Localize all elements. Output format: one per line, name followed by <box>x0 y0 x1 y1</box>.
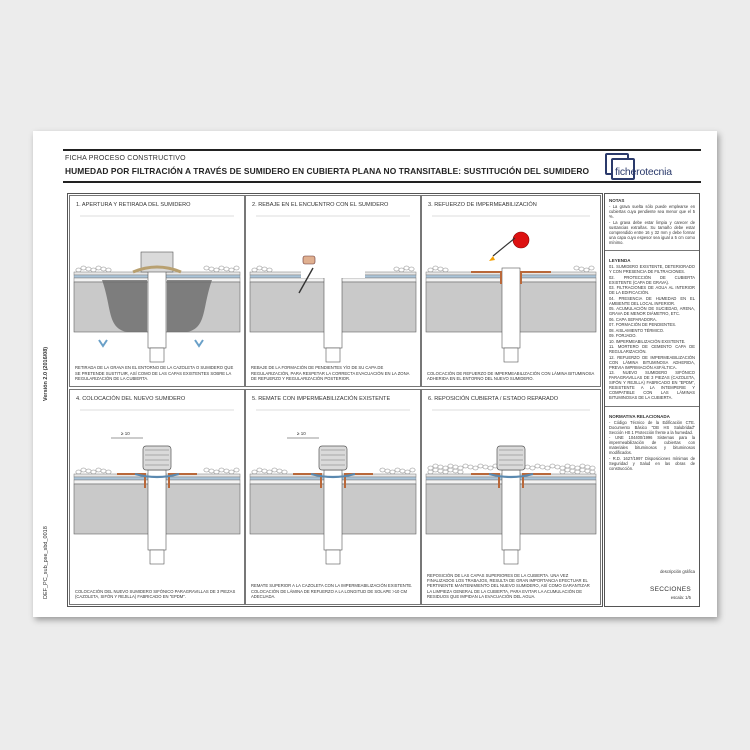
section-drawing <box>246 196 420 386</box>
legend-item: 12. REFUERZO DE IMPERMEABILIZACIÓN CON LÁMINA BITUMINOSA ADHERIDA, PREVIA IMPRIMACIÓN ASFÁLTICA. <box>609 354 695 370</box>
sheet-title: HUMEDAD POR FILTRACIÓN A TRAVÉS DE SUMIDERO EN CUBIERTA PLANA NO TRANSITABLE: SUSTITUCIÓN DEL SUMIDERO <box>65 166 590 176</box>
side-codes <box>41 281 55 601</box>
gravel-stone <box>409 267 414 271</box>
gravel-stone <box>463 464 468 468</box>
norms-section <box>605 410 699 474</box>
construction-sheet <box>33 131 717 617</box>
norm-item: - R.D. 1627/1997 Disposiciones mínimas de Seguridad y Salud en las obras de construcción. <box>609 455 695 471</box>
panel-6 <box>421 389 601 605</box>
gravel-stone <box>565 464 570 468</box>
gravel-stone <box>262 267 267 271</box>
pipe-socket <box>504 550 518 564</box>
gravel-stone <box>433 468 438 472</box>
pipe-socket <box>150 348 164 362</box>
gravel-stone <box>229 470 234 474</box>
legend-item: 02. PROTECCIÓN DE CUBIERTA EXISTENTE (CAPA DE GRAVA). <box>609 274 695 285</box>
gravel-stone <box>76 268 81 272</box>
water-drop-icon <box>195 340 203 346</box>
pipe-socket <box>504 348 518 362</box>
panel-2 <box>245 195 421 387</box>
gravel-stone <box>580 468 585 472</box>
section-drawing <box>246 390 420 604</box>
section-drawing <box>70 196 244 386</box>
legend-section <box>605 254 699 403</box>
gravel-stone <box>443 466 448 470</box>
gravel-stone <box>86 469 91 473</box>
gravel-stone <box>570 469 575 473</box>
legend-item: 08. AISLAMIENTO TÉRMICO. <box>609 327 665 333</box>
gravel-stone <box>96 266 101 270</box>
graphic-description-label: descripción gráfica <box>660 569 695 574</box>
gravel-stone <box>214 470 219 474</box>
gravel-stone <box>448 468 453 472</box>
gravel-stone <box>428 470 433 474</box>
panel-3 <box>421 195 601 387</box>
legend-item: 05. ACUMULACIÓN DE SUCIEDAD, ARENA, GRAVA DE MENOR DIÁMETRO, ETC. <box>609 306 695 316</box>
gravel-stone <box>76 470 81 474</box>
panel-description: REMATE SUPERIOR A LA CAZOLETA CON LA IMPERMEABILIZACIÓN EXISTENTE. COLOCACIÓN DE LÁMINA DE REFUERZO A LA LONGITUD DE SOLAPE >10 CM ADECUADA. <box>251 583 413 599</box>
panel-title: 5. REMATE CON IMPERMEABILIZACIÓN EXISTENTE <box>252 396 391 402</box>
gravel-stone <box>272 468 277 472</box>
gravel-stone <box>214 268 219 272</box>
legend-item: 13. NUEVO SUMIDERO SIFÓNICO PARAGRAVILLAS DE 3 PIEZAS (CAZOLETA, SIFÓN Y REJILLA) FABRICADO EN "EPDM", RESISTENTE A LA INTEMPERIE Y COMPATIBLE CON LAS LÁMINAS BITUMINOSAS DE LA CUBIERTA. <box>609 370 695 400</box>
gravel-stone <box>400 469 405 473</box>
gravel-stone <box>580 464 585 468</box>
gravel-stone <box>458 470 463 474</box>
new-drain-grille <box>143 446 171 470</box>
gravel-stone <box>535 464 540 468</box>
norm-item: - Código Técnico de la Edificación CTE. Documento Básico "DB HS Salubridad" Sección HS 1 Protección frente a la humedad. <box>609 419 695 435</box>
gravel-stone <box>390 470 395 474</box>
gravel-stone <box>570 465 575 469</box>
panel-5 <box>245 389 421 605</box>
drain-pipe <box>324 470 342 550</box>
pipe-socket <box>326 348 340 362</box>
gravel-stone <box>590 470 595 474</box>
version-label: Versión 2.0 (2016/08) <box>43 346 49 401</box>
notes-heading: NOTAS <box>609 198 625 203</box>
norms-heading: NORMATIVA RELACIONADA <box>609 413 670 419</box>
gravel-stone <box>282 470 287 474</box>
gravel-stone <box>574 266 579 270</box>
gravel-stone <box>101 267 106 271</box>
section-drawing <box>422 196 600 386</box>
panel-4 <box>69 389 245 605</box>
gravel-stone <box>234 266 239 270</box>
gravel-stone <box>394 267 399 271</box>
gravel-stone <box>585 465 590 469</box>
new-drain-grille <box>497 446 525 470</box>
gravel-stone <box>433 464 438 468</box>
blowtorch-icon <box>513 232 529 248</box>
gravel-stone <box>443 268 448 272</box>
gravel-stone <box>91 470 96 474</box>
gravel-stone <box>204 468 209 472</box>
notes-column <box>604 193 700 607</box>
gravel-stone <box>438 465 443 469</box>
gravel-stone <box>106 470 111 474</box>
gravel-stone <box>438 267 443 271</box>
gravel-stone <box>565 468 570 472</box>
gravel-stone <box>81 266 86 270</box>
gravel-stone <box>428 466 433 470</box>
scale-label: escala: 1/5 <box>670 595 691 600</box>
gravel-stone <box>404 266 409 270</box>
sections-label: SECCIONES <box>650 586 691 593</box>
drain-pipe <box>502 470 520 550</box>
new-drain-grille <box>319 446 347 470</box>
gravel-stone <box>438 469 443 473</box>
gravel-stone <box>257 266 262 270</box>
gravel-stone <box>219 266 224 270</box>
gravel-stone <box>267 268 272 272</box>
notes-section <box>605 194 699 247</box>
gravel-stone <box>458 466 463 470</box>
gravel-stone <box>488 466 493 470</box>
panel-description: COLOCACIÓN DE REFUERZO DE IMPERMEABILIZACIÓN CON LÁMINA BITUMINOSA ADHERIDA EN EL ENTORNO DEL NUEVO SUMIDERO. <box>427 370 595 381</box>
legend-item: 07. FORMACIÓN DE PENDIENTES. <box>609 322 677 327</box>
gravel-stone <box>589 266 594 270</box>
gravel-stone <box>468 465 473 469</box>
note-item: - La grava debe estar limpia y carecer de sustancias extrañas. Su tamaño debe estar comprendido entre 16 y 32 mm y debe formar una capa cuyo espesor sea igual a 5 cm como mínimo. <box>609 219 695 245</box>
gravel-stone <box>405 470 410 474</box>
ficherotecnia-logo <box>605 153 701 183</box>
gravel-stone <box>443 470 448 474</box>
gravel-stone <box>209 469 214 473</box>
gravel-stone <box>560 470 565 474</box>
panel-description: COLOCACIÓN DEL NUEVO SUMIDERO SIFÓNICO PARAGRAVILLAS DE 3 PIEZAS (CAZOLETA, SIFÓN Y REJILLA) FABRICADO EN "EPDM". <box>75 588 236 599</box>
gravel-stone <box>433 266 438 270</box>
panel-title: 2. REBAJE EN EL ENCUENTRO CON EL SUMIDERO <box>252 202 389 208</box>
gravel-stone <box>224 469 229 473</box>
gravel-stone <box>395 468 400 472</box>
sheet-kicker: FICHA PROCESO CONSTRUCTIVO <box>65 155 186 162</box>
gravel-stone <box>252 268 257 272</box>
gravel-stone <box>86 267 91 271</box>
panel-description: REPOSICIÓN DE LAS CAPAS SUPERIORES DE LA CUBIERTA. UNA VEZ FINALIZADOS LOS TRABAJOS, RESULTA DE GRAN IMPORTANCIA EFECTUAR EL PERTINENTE MANTENIMIENTO DEL NUEVO SUMIDERO, ASÍ COMO GARANTIZAR LA LIMPIEZA GENERAL DE LA CUBIERTA, PARA EVITAR LA ACUMULACIÓN DE RESIDUOS QUE IMPIDAN LA EVACUACIÓN DEL AGUA. <box>427 572 590 599</box>
gravel-stone <box>224 267 229 271</box>
gravel-stone <box>453 469 458 473</box>
gravel-stone <box>229 268 234 272</box>
gravel-stone <box>428 268 433 272</box>
legend-item: 03. FILTRACIONES DE AGUA AL INTERIOR DE LA EDIFICACIÓN. <box>609 285 695 295</box>
legend-item: 10. IMPERMEABILIZACIÓN EXISTENTE. <box>609 338 686 344</box>
dimension-label: ≥ 10 <box>121 431 130 436</box>
gravel-stone <box>540 465 545 469</box>
gravel-stone <box>579 267 584 271</box>
gravel-stone <box>101 469 106 473</box>
gravel-stone <box>590 466 595 470</box>
norm-item: - UNE 104400/1996 Sistemas para la impermeabilización de cubiertas con materiales bituminosos y bituminosos modificados. <box>609 435 695 455</box>
gravel-stone <box>380 468 385 472</box>
sheet-code: DEF_PC_sub_pse_sbd_0018 <box>43 526 49 599</box>
gravel-stone <box>204 266 209 270</box>
legend-item: 04. PRESENCIA DE HUMEDAD EN EL AMBIENTE DEL LOCAL INFERIOR. <box>609 295 695 306</box>
section-drawing <box>70 390 244 604</box>
gravel-stone <box>555 465 560 469</box>
gravel-stone <box>545 466 550 470</box>
gravel-stone <box>262 469 267 473</box>
drain-pipe <box>148 470 166 550</box>
panel-title: 6. REPOSICIÓN CUBIERTA / ESTADO REPARADO <box>428 396 559 402</box>
legend-heading: LEYENDA <box>609 258 631 263</box>
pipe-socket <box>150 550 164 564</box>
gravel-stone <box>234 468 239 472</box>
gravel-stone <box>585 469 590 473</box>
gravel-stone <box>525 465 530 469</box>
gravel-stone <box>410 468 415 472</box>
dimension-label: ≥ 10 <box>297 431 306 436</box>
gravel-stone <box>91 268 96 272</box>
pipe-socket <box>326 550 340 564</box>
legend-item: 01. SUMIDERO EXISTENTE, DETERIORADO Y CON PRESENCIA DE FILTRACIONES. <box>609 264 695 274</box>
blowtorch-icon <box>493 238 515 256</box>
gravel-stone <box>257 468 262 472</box>
gravel-stone <box>385 469 390 473</box>
gravel-stone <box>219 468 224 472</box>
panel-description: RETIRADA DE LA GRAVA EN EL ENTORNO DE LA CAZOLETA O SUMIDERO QUE SE PRETENDE SUSTITUIR, ASÍ COMO DE LAS CAPAS EXISTENTES SOBRE LA REGULARIZACIÓN DE LA CUBIERTA. <box>75 365 234 381</box>
gravel-stone <box>96 468 101 472</box>
gravel-stone <box>530 466 535 470</box>
gravel-stone <box>560 466 565 470</box>
water-drop-icon <box>99 340 107 346</box>
drain-pipe <box>502 268 520 348</box>
panel-description: REBAJE DE LA FORMACIÓN DE PENDIENTES Y/O DE SU CAPA DE REGULARIZACIÓN, PARA RESPETAR LA CORRECTA EVACUACIÓN EN LA ZONA DE REFUERZO Y REGULARIZACIÓN POSTERIOR. <box>251 365 410 381</box>
blowtorch-flame <box>489 256 495 261</box>
panel-title: 3. REFUERZO DE IMPERMEABILIZACIÓN <box>428 202 537 208</box>
legend-item: 11. MORTERO DE CEMENTO CAPA DE REGULARIZACIÓN. <box>609 344 695 354</box>
top-rule <box>63 149 701 151</box>
gravel-stone <box>453 465 458 469</box>
drain-pipe <box>148 268 166 348</box>
gravel-stone <box>106 268 111 272</box>
panel-title: 1. APERTURA Y RETIRADA DEL SUMIDERO <box>76 202 191 208</box>
gravel-stone <box>584 268 589 272</box>
hand-chisel-icon <box>303 256 315 264</box>
gravel-stone <box>550 464 555 468</box>
gravel-stone <box>267 470 272 474</box>
gravel-stone <box>448 464 453 468</box>
gravel-stone <box>478 464 483 468</box>
gravel-stone <box>81 468 86 472</box>
gravel-stone <box>252 470 257 474</box>
gravel-stone <box>483 465 488 469</box>
panel-1 <box>69 195 245 387</box>
logo-text: ficherotecnia <box>615 166 672 178</box>
gravel-stone <box>575 466 580 470</box>
legend-item: 06. CAPA SEPARADORA. <box>609 316 657 322</box>
panel-title: 4. COLOCACIÓN DEL NUEVO SUMIDERO <box>76 396 186 402</box>
gravel-stone <box>399 268 404 272</box>
gravel-stone <box>209 267 214 271</box>
gravel-stone <box>575 470 580 474</box>
gravel-stone <box>277 469 282 473</box>
section-drawing <box>422 390 600 604</box>
drain-pipe <box>324 268 342 348</box>
legend-item: 09. FORJADO. <box>609 333 637 338</box>
gravel-stone <box>473 466 478 470</box>
note-item: - La grava suelta sólo puede emplearse en cubiertas cuya pendiente sea menor que el 5 %. <box>609 204 695 219</box>
